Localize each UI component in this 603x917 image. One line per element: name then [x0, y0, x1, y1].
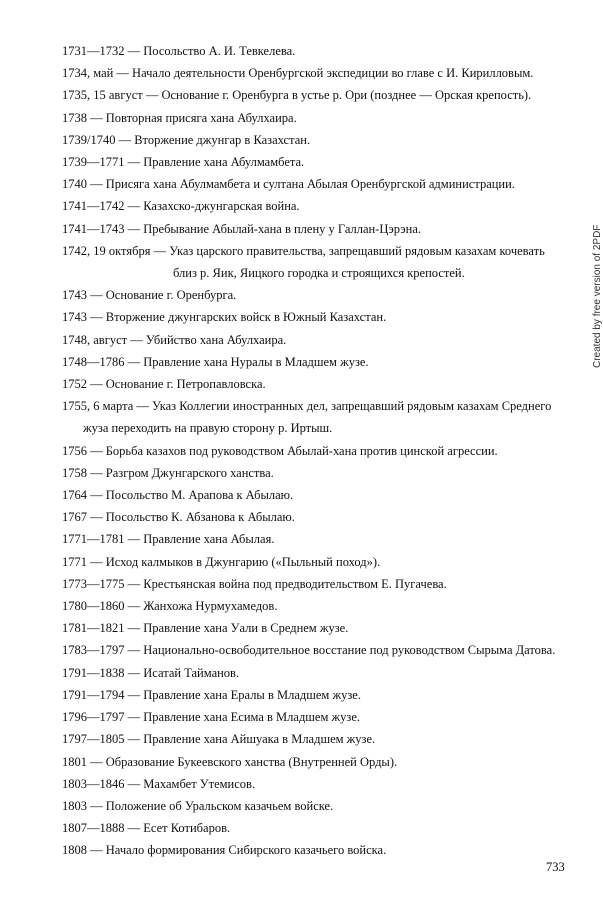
chronology-entry — [62, 329, 582, 351]
entry-text: 1741—1742 — Казахско-джунгарская война. — [62, 199, 300, 214]
entry-text: 1740 — Присяга хана Абулмамбета и султана Абылая Оренбургской администрации. — [62, 177, 515, 192]
chronology-entry — [62, 306, 582, 328]
entry-text: 1734, май — Начало деятельности Оренбургской экспедиции во главе с И. Кирилловым. — [62, 66, 534, 81]
watermark: Created by free version of 2PDF — [592, 224, 603, 368]
chronology-entry — [62, 573, 582, 595]
chronology-entry — [62, 107, 582, 129]
chronology-entry — [62, 240, 582, 284]
entry-text: 1748—1786 — Правление хана Нуралы в Младшем жузе. — [62, 354, 369, 369]
chronology-entry — [62, 218, 582, 240]
entry-text: 1796—1797 — Правление хана Есима в Младшем жузе. — [62, 710, 361, 725]
entry-text: 1781—1821 — Правление хана Уали в Среднем жузе. — [62, 621, 349, 636]
chronology-entry — [62, 284, 582, 306]
chronology-entry — [62, 839, 582, 861]
entry-text: 1803—1846 — Махамбет Утемисов. — [62, 776, 256, 791]
chronology-entry — [62, 506, 582, 528]
entry-text: 1764 — Посольство М. Арапова к Абылаю. — [62, 488, 294, 503]
chronology-entry — [62, 795, 582, 817]
chronology-entry — [62, 62, 582, 84]
entry-text: 1743 — Вторжение джунгарских войск в Южный Казахстан. — [62, 310, 387, 325]
chronology-entry — [62, 195, 582, 217]
chronology-entry — [62, 773, 582, 795]
entry-continuation: жуза переходить на правую сторону р. Иртыш. — [83, 421, 333, 436]
entry-text: 1738 — Повторная присяга хана Абулхаира. — [62, 110, 297, 125]
entry-text: 1742, 19 октября — Указ царского правительства, запрещавший рядовым казахам кочевать — [62, 243, 545, 258]
chronology-entry — [62, 617, 582, 639]
entry-text: 1752 — Основание г. Петропавловска. — [62, 377, 266, 392]
entry-text: 1791—1794 — Правление хана Ералы в Младшем жузе. — [62, 687, 361, 702]
chronology-entry — [62, 595, 582, 617]
chronology-entry — [62, 173, 582, 195]
entry-text: 1791—1838 — Исатай Тайманов. — [62, 665, 240, 680]
chronology-entry — [62, 684, 582, 706]
entry-text: 1808 — Начало формирования Сибирского казачьего войска. — [62, 843, 387, 858]
entry-text: 1771 — Исход калмыков в Джунгарию («Пыльный поход»). — [62, 554, 381, 569]
entry-text: 1735, 15 август — Основание г. Оренбурга в устье р. Ори (позднее — Орская крепость). — [62, 88, 532, 103]
chronology-entry — [62, 40, 582, 62]
chronology-entry — [62, 751, 582, 773]
entry-text: 1797—1805 — Правление хана Айшуака в Младшем жузе. — [62, 732, 376, 747]
chronology-entry — [62, 440, 582, 462]
chronology-entry — [62, 351, 582, 373]
entry-text: 1771—1781 — Правление хана Абылая. — [62, 532, 275, 547]
chronology-entry — [62, 639, 582, 661]
entry-text: 1780—1860 — Жанхожа Нурмухамедов. — [62, 599, 278, 614]
entry-text: 1739/1740 — Вторжение джунгар в Казахстан. — [62, 132, 311, 147]
chronology-entry — [62, 373, 582, 395]
entry-continuation: близ р. Яик, Яицкого городка и строящихся крепостей. — [173, 266, 465, 281]
chronology-entry — [62, 84, 582, 106]
entry-text: 1756 — Борьба казахов под руководством Абылай-хана против цинской агрессии. — [62, 443, 498, 458]
chronology-entry — [62, 484, 582, 506]
entry-text: 1739—1771 — Правление хана Абулмамбета. — [62, 155, 305, 170]
entry-text: 1801 — Образование Букеевского ханства (Внутренней Орды). — [62, 754, 398, 769]
chronology-entry — [62, 728, 582, 750]
entry-text: 1803 — Положение об Уральском казачьем войске. — [62, 798, 334, 813]
chronology-entry — [62, 528, 582, 550]
chronology-list — [62, 40, 582, 862]
chronology-entry — [62, 551, 582, 573]
entry-text: 1748, август — Убийство хана Абулхаира. — [62, 332, 287, 347]
chronology-entry — [62, 395, 582, 439]
entry-text: 1741—1743 — Пребывание Абылай-хана в плену у Галлан-Цэрэна. — [62, 221, 422, 236]
entry-text: 1783—1797 — Национально-освободительное восстание под руководством Сырыма Датова. — [62, 643, 556, 658]
entry-text: 1731—1732 — Посольство А. И. Тевкелева. — [62, 44, 296, 58]
entry-text: 1758 — Разгром Джунгарского ханства. — [62, 465, 274, 480]
chronology-entry — [62, 706, 582, 728]
page-number: 733 — [546, 860, 565, 874]
entry-text: 1807—1888 — Есет Котибаров. — [62, 821, 231, 836]
entry-text: 1755, 6 марта — Указ Коллегии иностранных дел, запрещавший рядовым казахам Среднего — [62, 399, 552, 414]
entry-text: 1773—1775 — Крестьянская война под предводительством Е. Пугачева. — [62, 576, 447, 591]
chronology-entry — [62, 462, 582, 484]
chronology-entry — [62, 817, 582, 839]
entry-text: 1743 — Основание г. Оренбурга. — [62, 288, 237, 303]
chronology-entry — [62, 662, 582, 684]
chronology-entry — [62, 129, 582, 151]
chronology-entry — [62, 151, 582, 173]
entry-text: 1767 — Посольство К. Абзанова к Абылаю. — [62, 510, 295, 525]
